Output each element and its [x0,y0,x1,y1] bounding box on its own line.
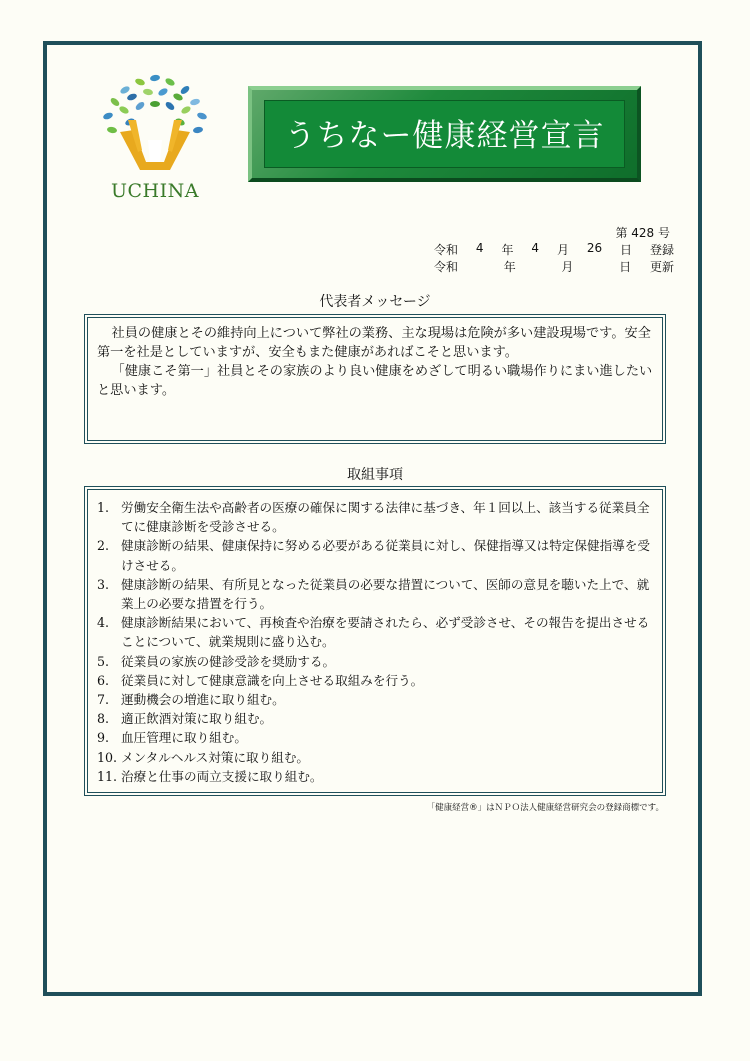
list-item [97,536,653,574]
item-number: 1. [97,500,110,515]
registered-month-unit: 月 [556,243,569,257]
list-item [97,767,653,786]
trademark-footnote: 「健康経営®」はＮＰＯ法人健康経営研究会の登録商標です。 [426,803,664,813]
updated-day [592,258,600,275]
message-paragraph: 「健康こそ第一」社員とその家族のより良い健康をめざして明るい職場作りにまい進したいと思います。 [97,364,653,398]
updated-year [477,258,485,275]
title-plate [248,86,641,182]
message-box [84,314,666,444]
updated-day-unit: 日 [619,260,632,274]
registered-year: 4 [475,241,484,255]
item-text: 運動機会の増進に取り組む。 [121,692,285,708]
logo-text: UCHINA [111,180,199,202]
list-item [97,498,653,536]
updated-year-unit: 年 [503,260,516,274]
registered-day-unit: 日 [620,243,633,257]
list-item [97,671,653,690]
updated-label: 更新 [649,260,674,274]
item-number: 7. [97,692,110,708]
registered-month: 4 [531,241,540,255]
tree-hands-icon [90,70,220,185]
item-number: 8. [97,711,110,727]
item-number: 9. [97,730,110,746]
item-text: 健康診断の結果、健康保持に努める必要がある従業員に対し、保健指導又は特定保健指導を受けさせる。 [121,538,650,573]
list-item [97,652,653,671]
registered-date-row [434,241,674,258]
registered-label: 登録 [649,243,674,257]
item-number: 6. [97,672,110,688]
list-item [97,728,653,747]
item-text: 従業員の家族の健診受診を奨励する。 [121,653,336,669]
updated-date-row [434,258,674,275]
item-text: 労働安全衛生法や高齢者の医療の確保に関する法律に基づき、年１回以上、該当する従業員全てに健康診断を受診させる。 [121,500,650,535]
item-text: 従業員に対して健康意識を向上させる取組みを行う。 [121,672,424,688]
message-heading: 代表者メッセージ [319,294,431,310]
item-number: 2. [97,538,110,554]
registered-era: 令和 [434,243,459,257]
list-item [97,575,653,613]
uchina-logo [90,70,220,200]
item-text: 適正飲酒対策に取り組む。 [121,711,273,727]
registered-year-unit: 年 [501,243,514,257]
initiatives-box [84,486,666,796]
message-paragraph: 社員の健康とその維持向上について弊社の業務、主な現場は危険が多い建設現場です。安全第一を社是としていますが、安全もまた健康があればこそと思います。 [97,326,651,360]
registration-number: 第 428 号 [615,226,670,240]
item-text: 健康診断の結果、有所見となった従業員の必要な措置について、医師の意見を聴いた上で、就業上の必要な措置を行う。 [121,576,650,612]
list-item [97,613,653,651]
item-text: メンタルヘルス対策に取り組む。 [121,749,310,765]
registered-day: 26 [586,241,603,255]
item-number: 11. [97,768,118,784]
updated-era: 令和 [434,260,459,274]
item-text: 血圧管理に取り組む。 [121,730,247,746]
list-item [97,709,653,728]
item-number: 5. [97,653,110,669]
list-item [97,748,653,767]
item-number: 3. [97,576,110,592]
item-text: 治療と仕事の両立支援に取り組む。 [121,768,323,784]
item-text: 健康診断結果において、再検査や治療を要請されたら、必ず受診させ、その報告を提出させることについて、就業規則に盛り込む。 [121,615,650,650]
item-number: 10. [97,749,118,765]
updated-month-unit: 月 [561,260,574,274]
page-title: うちなー健康経営宣言 [284,118,605,154]
item-number: 4. [97,615,110,631]
list-item [97,690,653,709]
initiatives-heading: 取組事項 [347,467,403,483]
updated-month [535,258,543,275]
